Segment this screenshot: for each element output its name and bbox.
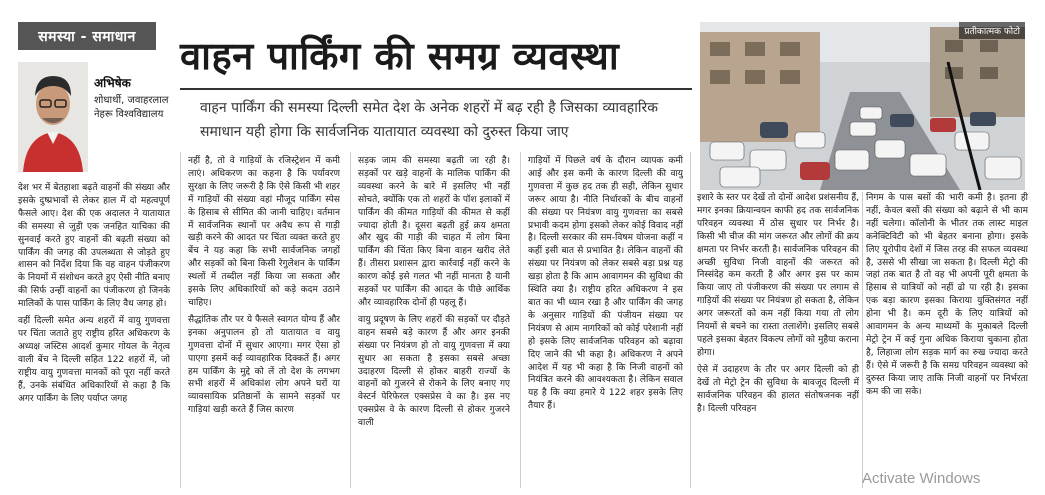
column-divider	[350, 152, 351, 488]
article-column-5	[697, 192, 859, 488]
paragraph: निगम के पास बसों की भारी कमी है। इतना ही नहीं, केवल बसों की संख्या को बढ़ाने से भी काम नहीं चलेगा। कॉलोनी के भीतर तक लास्ट माइल कनेक्टिविटी को भी बेहतर बनाना होगा। इसके लिए यूरोपीय देशों में जिस तरह की सफल व्यवस्था है, उससे भी सीखा जा सकता है। दिल्ली मेट्रो की जहां तक बात है तो वह भी अपनी पूरी क्षमता के हिसाब से यात्रियों को नहीं ढो पा रही है। इसका एक बड़ा कारण इसका किराया युक्तिसंगत नहीं होना भी है। कम दूरी के लिए यात्रियों को आवागमन के अन्य माध्यमों के मुकाबले दिल्ली मेट्रो ट्रेन में कई गुना अधिक किराया चुकाना होता है, लिहाजा लोग सड़क मार्ग का रुख ज्यादा करते हैं। ऐसे में जरूरी है कि समग्र परिवहन व्यवस्था को दुरुस्त किया जाए ताकि निजी वाहनों पर निर्भरता कम की जा सके।	[866, 193, 1028, 397]
paragraph: ऐसे में उदाहरण के तौर पर अगर दिल्ली को ही देखें तो मेट्रो ट्रेन की सुविधा के बावजूद दिल्ली में सार्वजनिक परिवहन की हालत संतोषजनक नहीं है। दिल्ली परिवहन	[697, 364, 859, 414]
article-column-1	[18, 182, 170, 488]
paragraph: देश भर में बेतहाशा बढ़ते वाहनों की संख्या और इसके दुष्प्रभावों से लेकर हाल में दो महत्वपूर्ण फैसले आए। देश की एक अदालत ने यातायात की समस्या से जुड़ी एक जनहित याचिका की सुनवाई करते हुए वाहनों की बढ़ती संख्या को पार्किंग की जगह की उपलब्धता से जोड़ते हुए शासन को निर्देश दिया कि वह वाहन पंजीकरण के नियमों में संशोधन करते हुए ऐसी नीति बनाए की सिर्फ उन्हीं वाहनों का पंजीकरण हो जिनके मालिकों के पास पार्किंग के लिए वैध जगह हो।	[18, 183, 170, 310]
column-divider	[180, 152, 181, 488]
column-divider	[690, 152, 691, 488]
section-tag: समस्या - समाधान	[18, 22, 156, 50]
subheadline: वाहन पार्किंग की समस्या दिल्ली समेत देश के अनेक शहरों में बढ़ रही है जिसका व्यावहारिक समाधान यही होगा कि सार्वजनिक यातायात व्यवस्था को दुरुस्त किया जाए	[200, 100, 658, 140]
author-photo	[18, 62, 88, 172]
paragraph: नहीं है, तो वे गाड़ियों के रजिस्ट्रेशन में कमी लाएं। अधिकरण का कहना है कि पर्यावरण सुरक्षा के लिए जरूरी है कि ऐसे किसी भी शहर में गाड़ियों की संख्या वहां मौजूद पार्किंग स्पेस के हिसाब से सीमित की जानी चाहिए। वर्तमान में सार्वजनिक स्थानों पर अवैध रूप से गाड़ी खड़ी करने की आदत पर चिंता व्यक्त करते हुए बेंच ने यह कहा कि सभी सार्वजनिक जगहों और सड़कों को बिना किसी रेगुलेशन के पार्किंग स्थलों में तब्दील नहीं किया जा सकता और इसके लिए अधिकारियों को कड़े कदम उठाने चाहिए।	[188, 156, 340, 308]
article-column-4	[528, 155, 683, 488]
photo-caption: प्रतीकात्मक फोटो	[959, 22, 1025, 39]
article-column-6	[866, 192, 1028, 488]
author-description: शोधार्थी, जवाहरलाल नेहरू विश्वविद्यालय	[94, 95, 169, 120]
windows-activation-watermark: Activate Windows	[862, 470, 981, 487]
paragraph: सैद्धांतिक तौर पर ये फैसले स्वागत योग्य हैं और इनका अनुपालन हो तो यातायात व वायु गुणवत्ता दोनों में सुधार आएगा। मगर ऐसा हो पाएगा इसमें कई व्यावहारिक दिक्कतें हैं। अगर हम पार्किंग के मुद्दे को लें तो देश के लगभग सभी शहरों में अधिकांश लोग अपने घरों या व्यावसायिक प्रतिष्ठानों के सामने सड़कों पर गाड़ियां खड़ी करते हैं जिस कारण	[188, 314, 340, 416]
paragraph: सड़क जाम की समस्या बढ़ती जा रही है। सड़कों पर खड़े वाहनों के मालिक पार्किंग की व्यवस्था करने के बारे में इसलिए भी नहीं सोचते, क्योंकि एक तो शहरों के पॉश इलाकों में पार्किंग की कीमत गाड़ियों की कीमत से कहीं ज्यादा होती है। दूसरा बढ़ती हुई क्रय क्षमता और खुद की गाड़ी की चाहत में लोग बिना पार्किंग की चिंता किए बिना वाहन खरीद लेते हैं। तीसरा प्रशासन द्वारा कार्रवाई नहीं करने के कारण कोई इसे गलत भी नहीं मानता है यानी सड़कों पर पार्किंग की आदत के पीछे आर्थिक और व्यावहारिक दोनों ही पहलू हैं।	[358, 156, 510, 308]
author-name: अभिषेक	[94, 76, 131, 90]
article-column-3	[358, 155, 510, 488]
paragraph: इशारे के स्तर पर देखें तो दोनों आदेश प्रशंसनीय हैं, मगर इनका क्रियान्वयन काफी हद तक सार्वजनिक परिवहन व्यवस्था में ठोस सुधार पर निर्भर है। किसी भी चीज की मांग जरूरत और लोगों की क्रय क्षमता पर निर्भर करती है। सार्वजनिक परिवहन की अच्छी सुविधा निजी वाहनों की जरूरत को निस्संदेह कम करती है और अगर इस पर काम किया जाए तो पंजीकरण की संख्या पर लगाम से गाड़ियों की संख्या पर नियंत्रण हो सकता है, लेकिन अगर जरूरतों को कम नहीं किया गया तो लोग नियमों से बचने का रास्ता तलाशेंगे। इसलिए सबसे पहले इसका बेहतर विकल्प लोगों को मुहैया कराना होगा।	[697, 193, 859, 358]
paragraph: वायु प्रदूषण के लिए शहरों की सड़कों पर दौड़ते वाहन सबसे बड़े कारण हैं और अगर इनकी संख्या पर नियंत्रण हो तो वायु गुणवत्ता में क्या सुधार आ सकता है इसका सबसे अच्छा उदाहरण दिल्ली से होकर बाहरी राज्यों के वाहनों को गुजरने से रोकने के लिए बनाए गए वेस्टर्न पेरिफेरल एक्सप्रेस वे का है। इस नए एक्सप्रेस वे के कारण दिल्ली से होकर गुजरने वाली	[358, 314, 510, 429]
headline: वाहन पार्किंग की समग्र व्यवस्था	[180, 33, 620, 78]
paragraph: वहीं दिल्ली समेत अन्य शहरों में वायु गुणवत्ता पर चिंता जताते हुए राष्ट्रीय हरित अधिकरण के अध्यक्ष जस्टिस आदर्श कुमार गोयल के नेतृत्व वाली बेंच ने दिल्ली सहित 122 शहरों में, जो राष्ट्रीय वायु गुणवत्ता मानकों को पूरा नहीं करते हैं, उनके संबंधित अधिकारियों से कहा है कि अगर पार्किंग के लिए पर्याप्त जगह	[18, 316, 170, 404]
paragraph: गाड़ियों में पिछले वर्ष के दौरान व्यापक कमी आई और इस कमी के कारण दिल्ली की वायु गुणवत्ता में कुछ हद तक ही सही, लेकिन सुधार जरूर आया है। नीति निर्धारकों के बीच वाहनों की संख्या पर नियंत्रण वायु गुणवत्ता का सबसे प्रभावी कदम होगा इसको लेकर कोई विवाद नहीं है। दिल्ली सरकार की सम-विषम योजना कहीं न कहीं इसी बात से प्रभावित है। लेकिन वाहनों की संख्या पर नियंत्रण को लेकर सबसे बड़ा प्रश्न यह खड़ा होता है कि आम आवागमन की सुविधा की स्थिति क्या है। राष्ट्रीय हरित अधिकरण ने इस बात का भी ध्यान रखा है और पार्किंग की जगह के अनुसार गाड़ियों की पंजीयन संख्या पर नियंत्रण से आम नागरिकों को कोई परेशानी नहीं हो इसके लिए सार्वजनिक परिवहन को बढ़ावा दिए जाने की भी कहा है। अधिकरण ने अपने आदेश में यह भी कहा है कि निजी वाहनों को नियंत्रित करने की आवश्यकता है। लेकिन सवाल यह है कि क्या हमारे ये 122 शहर इसके लिए तैयार हैं।	[528, 156, 683, 412]
traffic-photo	[700, 22, 1025, 190]
article-column-2	[188, 155, 340, 488]
headline-divider	[180, 88, 692, 90]
column-divider	[520, 152, 521, 488]
column-divider	[862, 192, 863, 488]
